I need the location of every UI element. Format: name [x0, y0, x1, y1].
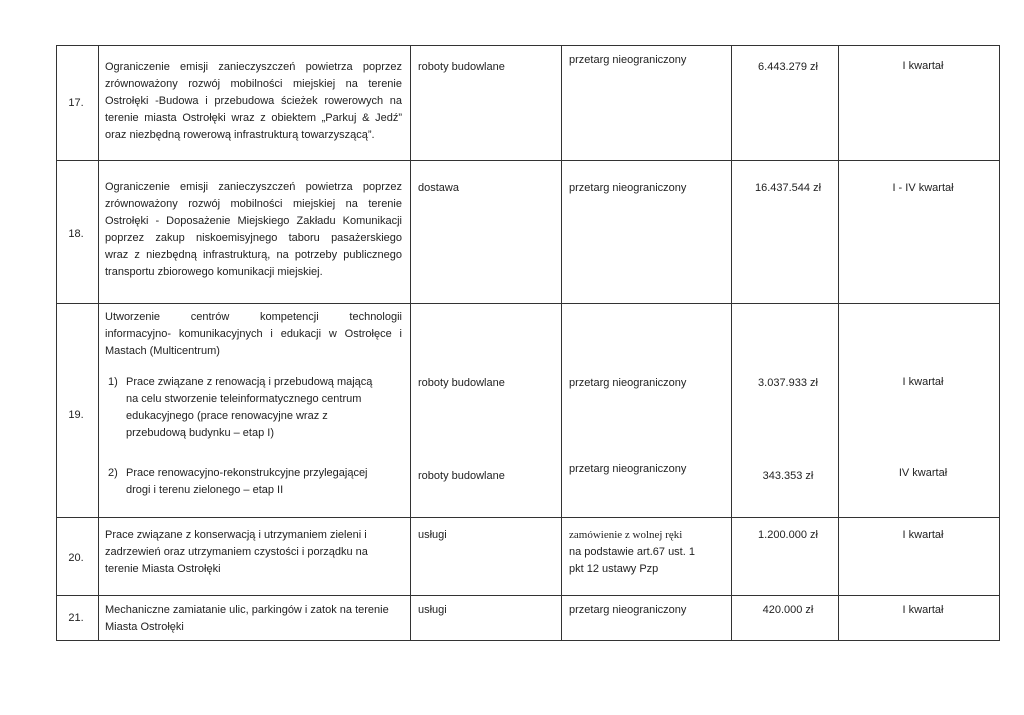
description-line: Mechaniczne zamiatanie ulic, parkingów i zatok na terenie [105, 604, 389, 616]
description-line: Ograniczenie emisji zanieczyszczeń powietrza poprzez [105, 61, 402, 73]
row-description [105, 309, 402, 360]
description-line: Ograniczenie emisji zanieczyszczeń powietrza poprzez [105, 181, 402, 193]
row-number: 21. [68, 612, 84, 624]
quarter: I kwartał [902, 529, 944, 541]
procurement-mode-line: pkt 12 ustawy Pzp [569, 563, 659, 575]
sub-item-line: Prace renowacyjno-rekonstrukcyjne przylegającej [126, 467, 368, 479]
estimated-value: 343.353 zł [762, 470, 814, 482]
sub-item-line: edukacyjnego (prace renowacyjne wraz z [126, 410, 328, 422]
estimated-value: 6.443.279 zł [758, 61, 818, 73]
procurement-mode: przetarg nieograniczony [569, 182, 687, 194]
description-line: informacyjno- komunikacyjnych i edukacji w Ostrołęce i [105, 328, 402, 340]
description-line: Prace związane z konserwacją i utrzymaniem zieleni i [105, 529, 367, 541]
column-divider [410, 45, 411, 641]
row-divider [56, 517, 1000, 518]
column-divider [98, 45, 99, 641]
row-divider [56, 303, 1000, 304]
procurement-mode: przetarg nieograniczony [569, 54, 687, 66]
procurement-type: dostawa [418, 182, 459, 194]
quarter: IV kwartał [898, 467, 948, 479]
sub-item [108, 465, 404, 499]
row-description [105, 602, 402, 636]
quarter: I kwartał [902, 604, 944, 616]
sub-item-label: 2) [108, 467, 118, 479]
procurement-mode: przetarg nieograniczony [569, 604, 687, 616]
procurement-type: roboty budowlane [418, 377, 505, 389]
column-divider [561, 45, 562, 641]
row-description [105, 59, 402, 144]
estimated-value: 16.437.544 zł [754, 182, 822, 194]
procurement-mode: przetarg nieograniczony [569, 377, 687, 389]
quarter: I kwartał [902, 60, 944, 72]
description-line: zrównoważony rozwój mobilności miejskiej na terenie [105, 198, 402, 210]
column-divider [999, 45, 1000, 641]
procurement-table [56, 45, 1000, 641]
procurement-type: usługi [418, 604, 447, 616]
sub-item-line: na celu stworzenie teleinformatycznego centrum [126, 393, 362, 405]
description-line: wraz z niezbędną infrastrukturą, na potrzeby publicznego [105, 249, 402, 261]
description-line: Miasta Ostrołęki [105, 621, 184, 633]
estimated-value: 3.037.933 zł [758, 377, 818, 389]
row-divider [56, 160, 1000, 161]
quarter: I kwartał [902, 376, 944, 388]
row-divider [56, 595, 1000, 596]
row-number: 17. [68, 97, 84, 109]
column-divider [838, 45, 839, 641]
column-divider [731, 45, 732, 641]
procurement-type: usługi [418, 529, 447, 541]
procurement-mode: przetarg nieograniczony [569, 463, 687, 475]
description-line: Ostrołęki - Doposażenie Miejskiego Zakładu Komunikacji [105, 215, 402, 227]
description-line: Utworzenie centrów kompetencji technologii [105, 311, 402, 323]
sub-item-label: 1) [108, 376, 118, 388]
procurement-type: roboty budowlane [418, 61, 505, 73]
description-line: poprzez zakup niskoemisyjnego taboru pasażerskiego [105, 232, 402, 244]
description-line: transportu zbiorowego komunikacji miejskiej. [105, 266, 323, 278]
quarter: I - IV kwartał [892, 182, 954, 194]
row-number: 18. [68, 228, 84, 240]
description-line: Ostrołęki -Budowa i przebudowa ścieżek rowerowych na [105, 95, 402, 107]
row-description [105, 179, 402, 281]
procurement-mode-line: na podstawie art.67 ust. 1 [569, 546, 695, 558]
sub-item-line: przebudową budynku – etap I) [126, 427, 274, 439]
description-line: Mastach (Multicentrum) [105, 345, 220, 357]
table-border-bottom [56, 640, 1000, 641]
sub-item [108, 374, 404, 442]
description-line: zrównoważony rozwój mobilności miejskiej na terenie [105, 78, 402, 90]
description-line: oraz niezbędną rowerową infrastrukturą towarzyszącą”. [105, 129, 375, 141]
description-line: zadrzewień oraz utrzymaniem czystości i porządku na [105, 546, 368, 558]
description-line: terenie miasta Ostrołęki wraz z obiektem „Parkuj & Jedź” [105, 112, 402, 124]
row-number: 19. [68, 409, 84, 421]
table-border-top [56, 45, 1000, 46]
estimated-value: 420.000 zł [762, 604, 814, 616]
sub-item-line: drogi i terenu zielonego – etap II [126, 484, 284, 496]
procurement-mode-line: zamówienie z wolnej ręki [569, 529, 683, 541]
row-description [105, 527, 402, 578]
procurement-type: roboty budowlane [418, 470, 505, 482]
description-line: terenie Miasta Ostrołęki [105, 563, 221, 575]
estimated-value: 1.200.000 zł [758, 529, 818, 541]
row-number: 20. [68, 552, 84, 564]
sub-item-line: Prace związane z renowacją i przebudową mającą [126, 376, 373, 388]
procurement-mode [569, 527, 729, 578]
